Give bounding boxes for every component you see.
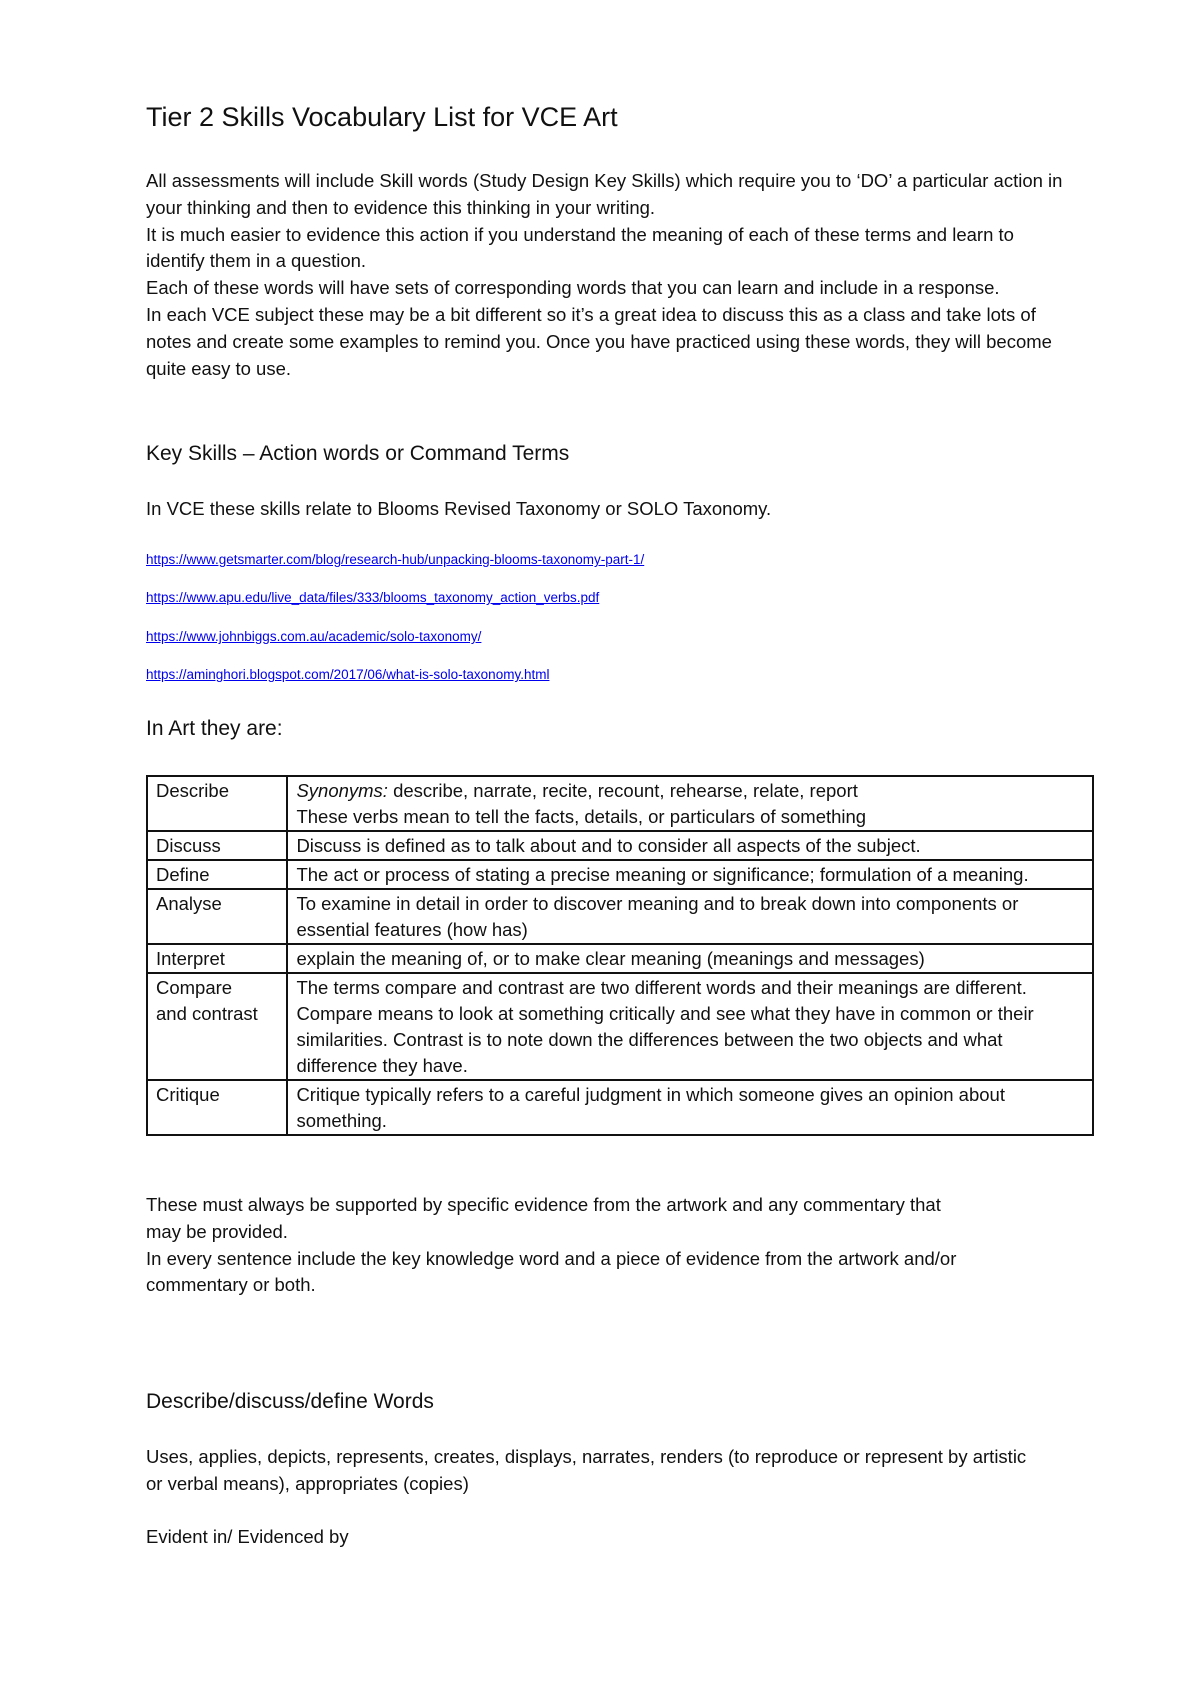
link-aminghori[interactable]: https://aminghori.blogspot.com/2017/06/what-is-solo-taxonomy.html [146, 667, 550, 682]
link-apu[interactable]: https://www.apu.edu/live_data/files/333/blooms_taxonomy_action_verbs.pdf [146, 590, 600, 605]
table-row [147, 973, 1093, 1080]
intro-paragraph: All assessments will include Skill words (Study Design Key Skills) which require you to ‘DO’ a particular action in your thinking and then to evidence this thinking in your writing. [146, 170, 1063, 218]
table-row [147, 860, 1093, 889]
link-johnbiggs[interactable]: https://www.johnbiggs.com.au/academic/solo-taxonomy/ [146, 629, 482, 644]
table-row [147, 889, 1093, 944]
intro-paragraph: It is much easier to evidence this action if you understand the meaning of each of these terms and learn to identify them in a question. [146, 223, 1014, 272]
definition-cell: The act or process of stating a precise meaning or significance; formulation of a meaning. [287, 860, 1093, 889]
definition-cell: explain the meaning of, or to make clear meaning (meanings and messages) [287, 944, 1093, 973]
definition-cell: The terms compare and contrast are two different words and their meanings are different. Compare means to look at something critically and see what they have in common or their similarities. Contrast is to note down the differences between the two objects and what difference they have. [287, 973, 1093, 1080]
intro-section [146, 168, 1096, 382]
definition-cell: To examine in detail in order to discover meaning and to break down into components or essential features (how has) [287, 889, 1093, 944]
term-cell: Discuss [147, 831, 287, 860]
term-cell: Compare and contrast [147, 973, 287, 1080]
definition-cell: Critique typically refers to a careful judgment in which someone gives an opinion about something. [287, 1080, 1093, 1135]
table-row [147, 944, 1093, 973]
evidence-section [146, 1192, 1096, 1299]
synonyms-label: Synonyms: [296, 780, 388, 801]
term-cell: Define [147, 860, 287, 889]
definition-cell [287, 776, 1093, 831]
evident-text: Evident in/ Evidenced by [146, 1526, 349, 1547]
evidence-paragraph: These must always be supported by specific evidence from the artwork and any commentary that may be provided. [146, 1194, 941, 1242]
skills-table [146, 775, 1094, 1136]
table-row [147, 831, 1093, 860]
describe-note: These verbs mean to tell the facts, details, or particulars of something [296, 806, 867, 827]
intro-paragraph: In each VCE subject these may be a bit different so it’s a great idea to discuss this as a class and take lots of notes and create some examples to remind you. Once you have practiced using these words, they will become quite easy to use. [146, 303, 1052, 379]
words-heading: Describe/discuss/define Words [146, 1390, 434, 1413]
evidence-paragraph: In every sentence include the key knowledge word and a piece of evidence from the artwork and/or commentary or both. [146, 1247, 957, 1296]
term-cell: Critique [147, 1080, 287, 1135]
link-getsmarter[interactable]: https://www.getsmarter.com/blog/research-hub/unpacking-blooms-taxonomy-part-1/ [146, 552, 645, 567]
synonyms-list: describe, narrate, recite, recount, rehearse, relate, report [387, 780, 858, 801]
key-skills-heading: Key Skills – Action words or Command Terms [146, 442, 570, 465]
definition-cell: Discuss is defined as to talk about and to consider all aspects of the subject. [287, 831, 1093, 860]
table-row [147, 776, 1093, 831]
taxonomy-text: In VCE these skills relate to Blooms Revised Taxonomy or SOLO Taxonomy. [146, 498, 772, 519]
art-heading: In Art they are: [146, 717, 283, 740]
term-cell: Interpret [147, 944, 287, 973]
term-cell: Describe [147, 776, 287, 831]
term-cell: Analyse [147, 889, 287, 944]
page-title: Tier 2 Skills Vocabulary List for VCE Art [146, 102, 618, 132]
words-list: Uses, applies, depicts, represents, creates, displays, narrates, renders (to reproduce or represent by artistic or verbal means), appropriates (copies) [146, 1446, 1027, 1494]
table-row [147, 1080, 1093, 1135]
intro-paragraph: Each of these words will have sets of corresponding words that you can learn and include in a response. [146, 277, 1000, 299]
